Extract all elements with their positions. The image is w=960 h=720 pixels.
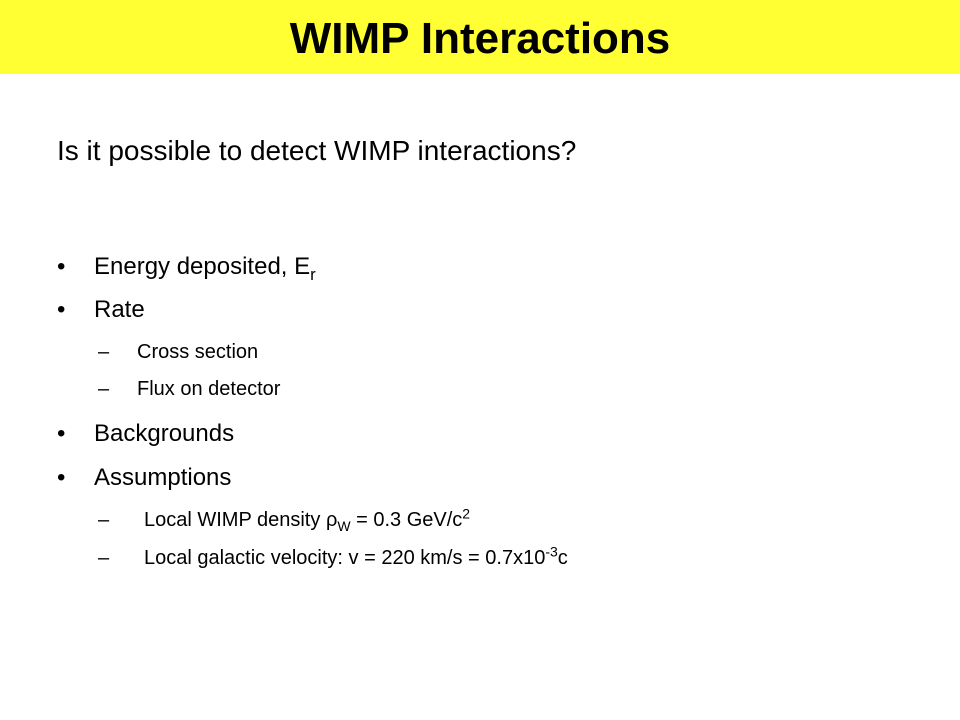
- bullet-text: Rate: [94, 296, 145, 323]
- dash-marker: –: [98, 378, 110, 400]
- bullet-assumptions: [57, 464, 232, 493]
- subitem-galactic-velocity: [98, 543, 568, 570]
- subitem-text: Local galactic velocity: v = 220 km/s = 0.7x10: [144, 547, 546, 569]
- bullet-marker: •: [57, 253, 66, 280]
- bullet-marker: •: [57, 296, 66, 323]
- bullet-marker: •: [57, 420, 66, 447]
- subitem-text: Flux on detector: [137, 378, 281, 400]
- rho-subscript: W: [337, 518, 351, 534]
- dash-marker: –: [98, 509, 110, 531]
- subitem-wimp-density: [98, 505, 471, 534]
- superscript: 2: [462, 505, 471, 522]
- subitem-cross-section: [98, 340, 259, 364]
- slide-title: WIMP Interactions: [289, 14, 671, 63]
- superscript: -3: [545, 543, 558, 560]
- bullet-text: Assumptions: [94, 464, 232, 491]
- subitem-text: Cross section: [137, 341, 259, 363]
- rho-symbol: ρ: [325, 509, 338, 531]
- question-text: Is it possible to detect WIMP interactions?: [57, 135, 577, 166]
- bullet-rate: [57, 296, 145, 325]
- subitem-text-post: c: [557, 547, 568, 569]
- bullet-marker: •: [57, 464, 66, 491]
- bullet-energy-deposited: [57, 253, 316, 284]
- subitem-text: Local WIMP density: [144, 509, 326, 531]
- bullet-text: Energy deposited, E: [94, 253, 311, 280]
- subitem-text-mid: = 0.3 GeV/c: [350, 509, 463, 531]
- bullet-backgrounds: [57, 420, 235, 449]
- dash-marker: –: [98, 547, 110, 569]
- dash-marker: –: [98, 341, 110, 363]
- bullet-text: Backgrounds: [94, 420, 235, 447]
- subitem-flux-on-detector: [98, 377, 281, 401]
- bullet-subscript: r: [310, 264, 316, 284]
